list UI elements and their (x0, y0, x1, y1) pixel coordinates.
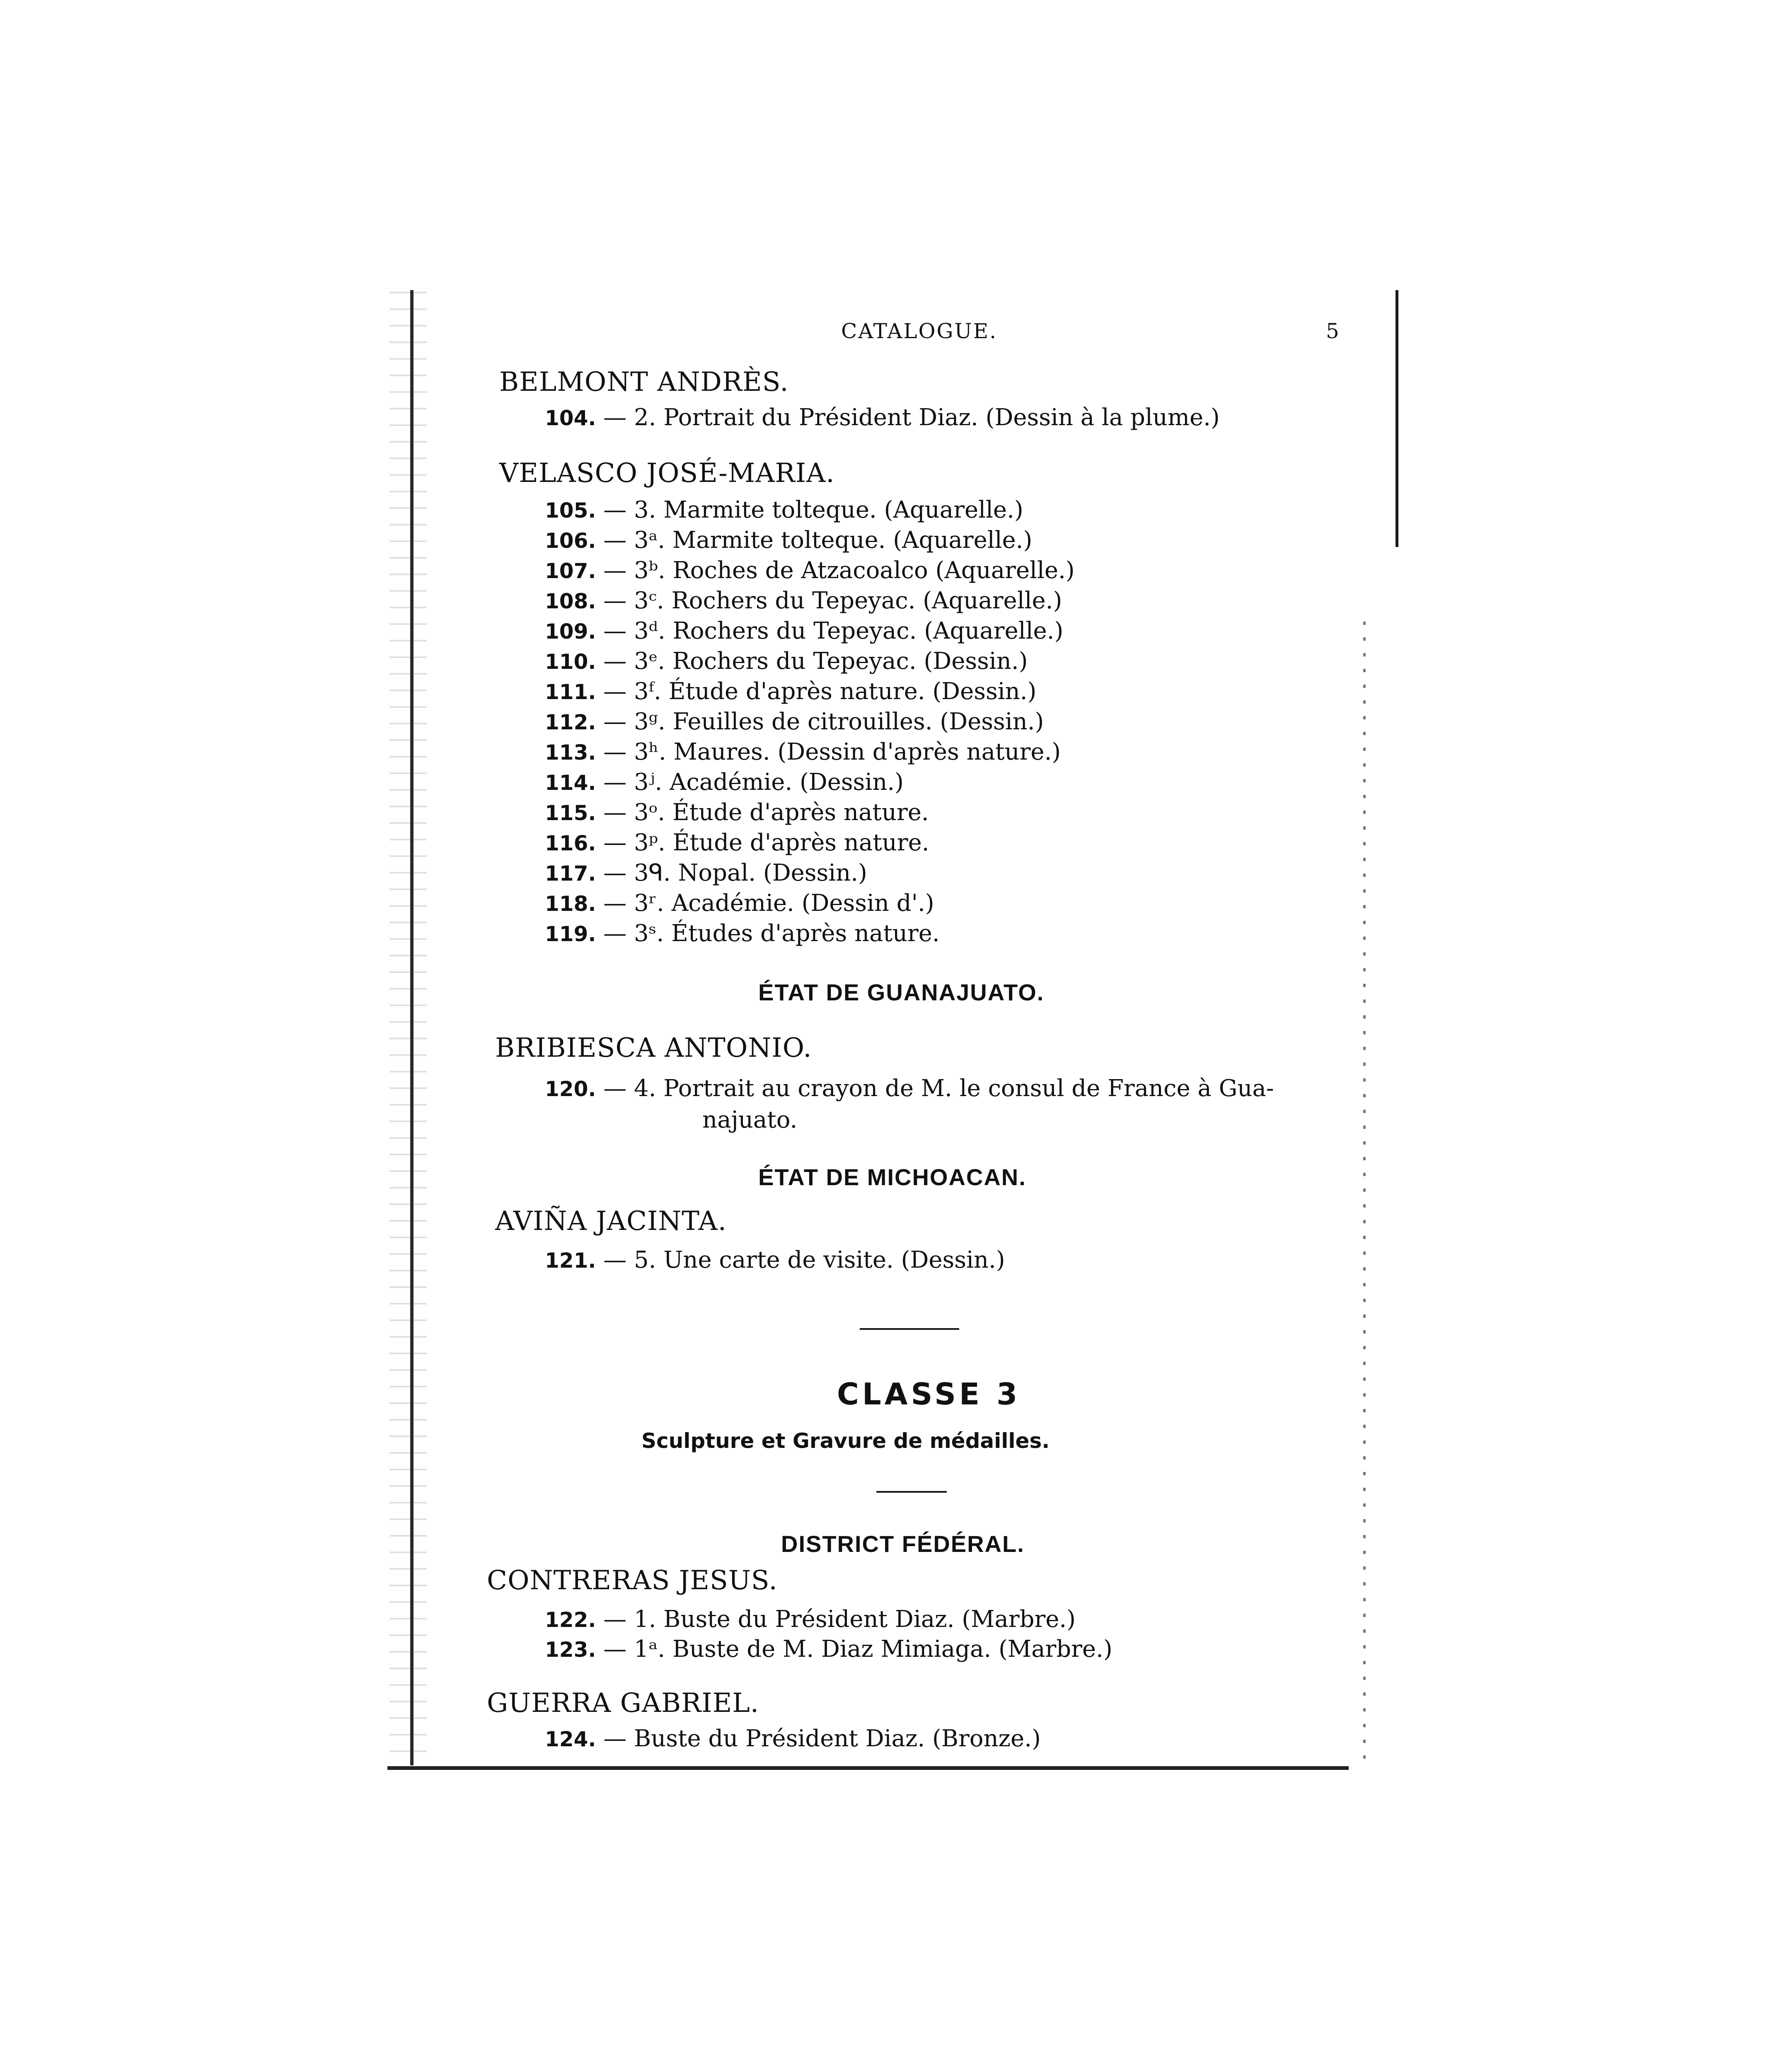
catalogue-entry: 105. — 3. Marmite tolteque. (Aquarelle.) (545, 496, 1023, 523)
scan-border-bottom (387, 1766, 1349, 1770)
catalogue-entry: 119. — 3ˢ. Études d'après nature. (545, 920, 940, 947)
class-title: CLASSE 3 (837, 1377, 1021, 1411)
artist-name: BELMONT ANDRÈS. (499, 367, 789, 397)
class-subtitle: Sculpture et Gravure de médailles. (641, 1429, 1050, 1453)
catalogue-entry-continuation: najuato. (702, 1106, 798, 1133)
catalogue-entry: 121. — 5. Une carte de visite. (Dessin.) (545, 1247, 1005, 1273)
catalogue-entry: 108. — 3ᶜ. Rochers du Tepeyac. (Aquarelle.) (545, 587, 1062, 614)
running-title: CATALOGUE. (841, 319, 998, 343)
catalogue-entry: 107. — 3ᵇ. Roches de Atzacoalco (Aquarelle.) (545, 557, 1075, 584)
scan-shadow-left (389, 286, 427, 1778)
catalogue-entry: 113. — 3ʰ. Maures. (Dessin d'après nature.) (545, 738, 1061, 765)
region-heading: ÉTAT DE MICHOACAN. (758, 1164, 1026, 1190)
catalogue-entry: 118. — 3ʳ. Académie. (Dessin d'.) (545, 890, 934, 917)
section-divider (876, 1491, 947, 1493)
artist-name: VELASCO JOSÉ-MARIA. (499, 458, 835, 489)
catalogue-entry: 112. — 3ᵍ. Feuilles de citrouilles. (Dessin.) (545, 708, 1044, 735)
artist-name: AVIÑA JACINTA. (495, 1206, 727, 1237)
catalogue-entry: 106. — 3ᵃ. Marmite tolteque. (Aquarelle.) (545, 527, 1033, 554)
catalogue-entry: 124. — Buste du Président Diaz. (Bronze.) (545, 1725, 1041, 1752)
catalogue-entry: 115. — 3ᵒ. Étude d'après nature. (545, 799, 929, 826)
artist-name: GUERRA GABRIEL. (487, 1688, 759, 1719)
catalogue-entry: 111. — 3ᶠ. Étude d'après nature. (Dessin.) (545, 678, 1037, 705)
section-divider (860, 1328, 959, 1330)
catalogue-entry: 123. — 1ᵃ. Buste de M. Diaz Mimiaga. (Marbre.) (545, 1636, 1113, 1663)
scan-border-left (410, 290, 414, 1765)
scan-dots-right (1363, 622, 1366, 1761)
catalogue-entry: 110. — 3ᵉ. Rochers du Tepeyac. (Dessin.) (545, 648, 1028, 675)
catalogue-entry: 117. — 3ᑫ. Nopal. (Dessin.) (545, 859, 867, 886)
catalogue-entry: 120. — 4. Portrait au crayon de M. le consul de France à Gua- (545, 1075, 1274, 1102)
catalogue-entry: 109. — 3ᵈ. Rochers du Tepeyac. (Aquarelle.) (545, 617, 1064, 644)
scan-border-right (1396, 290, 1398, 547)
catalogue-entry: 114. — 3ʲ. Académie. (Dessin.) (545, 769, 904, 796)
page-number: 5 (1326, 319, 1340, 343)
region-heading: ÉTAT DE GUANAJUATO. (758, 979, 1045, 1005)
catalogue-entry: 116. — 3ᵖ. Étude d'après nature. (545, 829, 929, 856)
artist-name: CONTRERAS JESUS. (487, 1565, 778, 1596)
region-heading: DISTRICT FÉDÉRAL. (781, 1531, 1025, 1557)
artist-name: BRIBIESCA ANTONIO. (495, 1033, 812, 1063)
catalogue-entry: 122. — 1. Buste du Président Diaz. (Marbre.) (545, 1606, 1076, 1633)
catalogue-entry: 104. — 2. Portrait du Président Diaz. (Dessin à la plume.) (545, 404, 1220, 431)
